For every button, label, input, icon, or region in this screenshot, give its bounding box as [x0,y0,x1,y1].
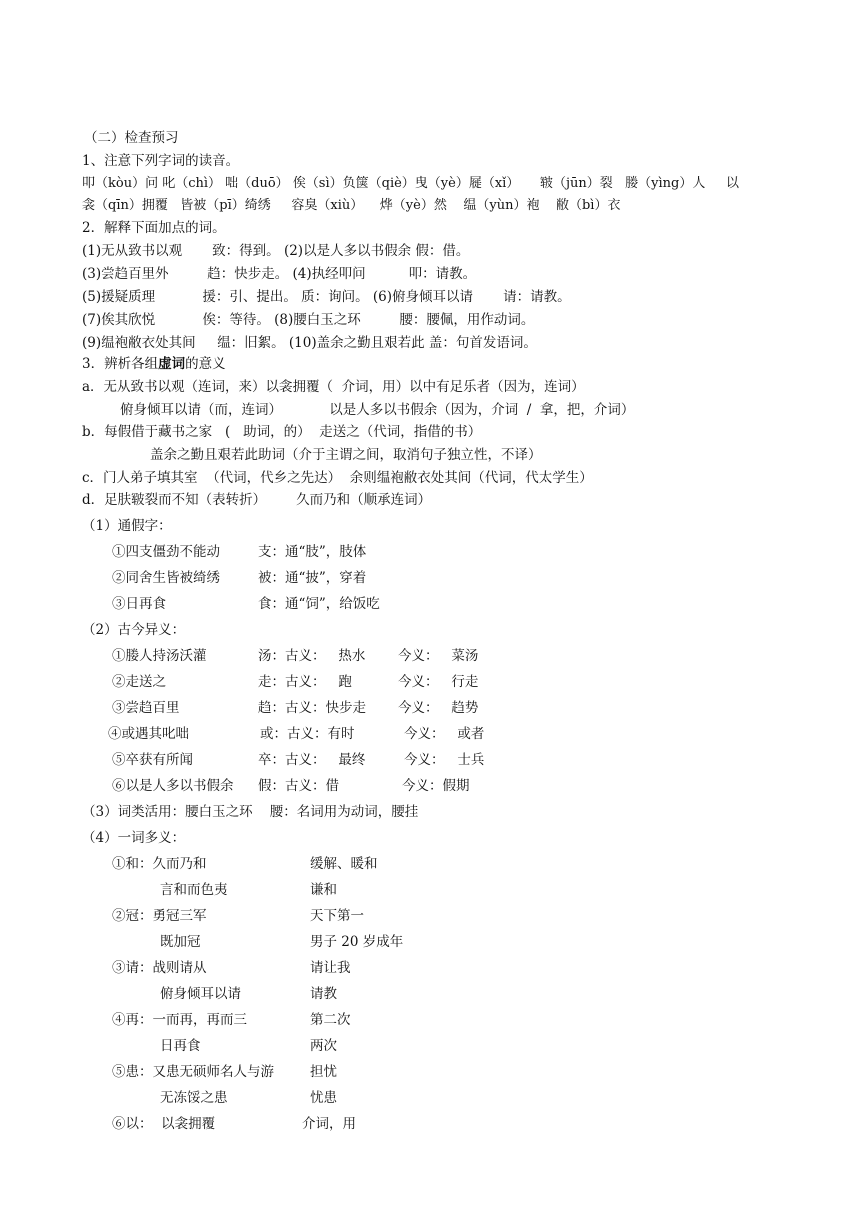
gujin-item-left: ④或遇其叱咄 [108,726,189,742]
p3-b2: 盖余之勤且艰若此助词（介于主谓之间，取消句子独立性，不译） [150,447,542,463]
tongjiazi-item-left: ②同舍生皆被绮绣 [112,570,220,586]
p2-line-1: (1)无从致书以观 致：得到。 (2)以是人多以书假余 假：借。 [82,243,470,259]
yici-row-left: 言和而色夷 [160,882,228,898]
yici-row-right: 担忧 [310,1064,337,1080]
yici-row-right: 忧患 [310,1090,337,1106]
p3-a2: 俯身倾耳以请（而，连词） 以是人多以书假余（因为，介词 / 拿，把，介词） [120,402,635,418]
gujin-item-jin: 今义： 或者 [404,726,485,742]
p2-heading: 2．解释下面加点的词。 [82,220,226,236]
gujin-heading: （2）古今异义： [82,622,186,638]
gujin-item-word: 或：古义：有时 [260,726,355,742]
gujin-item-word: 走：古义： 跑 [258,674,352,690]
gujin-item-word: 趋：古义：快步走 [258,700,366,716]
yici-row-right: 缓解、暖和 [310,856,378,872]
p3-a1: a．无从致书以观（连词，来）以衾拥覆（ 介词，用）以中有足乐者（因为，连词） [82,379,585,395]
yici-row-left: ①和：久而乃和 [112,856,207,872]
gujin-item-left: ①媵人持汤沃灌 [112,648,207,664]
p3-d1: d．足肤皲裂而不知（表转折） 久而乃和（顺承连词） [82,492,432,508]
p1-line1: 叩（kòu）问 叱（chì） 咄（duō） 俟（sì）负箧（qiè）曳（yè）屣（xǐ） 皲（jūn）裂 媵（yìng）人 以 [82,176,740,191]
yici-row-left: 日再食 [160,1038,201,1054]
tongjiazi-item-left: ①四支僵劲不能动 [112,544,220,560]
yici-row-left: ⑤患：又患无硕师名人与游 [112,1064,274,1080]
p3-b1: b．每假借于藏书之家 ( 助词，的） 走送之（代词，指借的书） [82,424,482,440]
yici-row-left: ⑥以： 以衾拥覆 [112,1116,216,1132]
yici-row-right: 男子 20 岁成年 [310,934,404,950]
tongjiazi-item-right: 食：通“饲”，给饭吃 [258,596,380,612]
p3-heading [82,354,226,374]
gujin-item-word: 假：古义：借 [258,778,339,794]
yici-heading: （4）一词多义： [82,830,186,846]
tongjiazi-item-right: 支：通“肢”，肢体 [258,544,367,560]
gujin-item-jin: 今义：假期 [402,778,470,794]
p2-line-3: (5)援疑质理 援：引、提出。 质：询问。 (6)俯身倾耳以请 请：请教。 [82,289,571,305]
section-title: （二）检查预习 [84,130,179,146]
yici-row-left: 俯身倾耳以请 [160,986,241,1002]
p1-line2: 衾（qīn）拥覆 皆被（pī）绮绣 容臭（xiù） 烨（yè）然 缊（yùn）袍 敝（bì）衣 [82,198,621,213]
yici-row-right: 天下第一 [310,908,364,924]
p1-heading: 1、注意下列字词的读音。 [82,153,240,169]
p3-c1: c．门人弟子填其室 （代词，代乡之先达） 余则缊袍敝衣处其间（代词，代太学生） [82,470,593,486]
p3-heading-bold: 虚词 [158,356,186,372]
gujin-item-jin: 今义： 行走 [398,674,479,690]
gujin-item-left: ⑥以是人多以书假余 [112,778,234,794]
tongjiazi-item-left: ③日再食 [112,596,166,612]
yici-row-left: ④再：一而再，再而三 [112,1012,247,1028]
gujin-item-left: ⑤卒获有所闻 [112,752,193,768]
yici-row-left: 无冻馁之患 [160,1090,228,1106]
p2-line-4: (7)俟其欣悦 俟：等待。 (8)腰白玉之环 腰：腰佩，用作动词。 [82,312,535,328]
tongjiazi-item-right: 被：通“披”，穿着 [258,570,367,586]
yici-row-right: 谦和 [310,882,337,898]
p3-heading-post: 的意义 [185,356,226,372]
yici-row-right: 第二次 [310,1012,351,1028]
gujin-item-left: ②走送之 [112,674,166,690]
gujin-item-jin: 今义： 菜汤 [398,648,479,664]
gujin-item-word: 卒：古义： 最终 [258,752,366,768]
gujin-item-jin: 今义： 士兵 [404,752,485,768]
cilei-line: （3）词类活用：腰白玉之环 腰：名词用为动词，腰挂 [82,804,419,820]
p2-line-5: (9)缊袍敝衣处其间 缊：旧絮。 (10)盖余之勤且艰若此 盖：句首发语词。 [82,335,537,351]
gujin-item-left: ③尝趋百里 [112,700,180,716]
yici-row-right: 介词，用 [302,1116,356,1132]
gujin-item-jin: 今义： 趋势 [398,700,479,716]
yici-row-right: 请让我 [310,960,351,976]
p3-heading-pre: 3．辨析各组 [82,356,159,372]
yici-row-right: 请教 [310,986,337,1002]
yici-row-left: 既加冠 [160,934,201,950]
gujin-item-word: 汤：古义： 热水 [258,648,366,664]
yici-row-right: 两次 [310,1038,337,1054]
yici-row-left: ②冠：勇冠三军 [112,908,207,924]
yici-row-left: ③请：战则请从 [112,960,207,976]
tongjiazi-heading: （1）通假字： [82,518,172,534]
p2-line-2: (3)尝趋百里外 趋：快步走。 (4)执经叩问 叩：请教。 [82,266,477,282]
